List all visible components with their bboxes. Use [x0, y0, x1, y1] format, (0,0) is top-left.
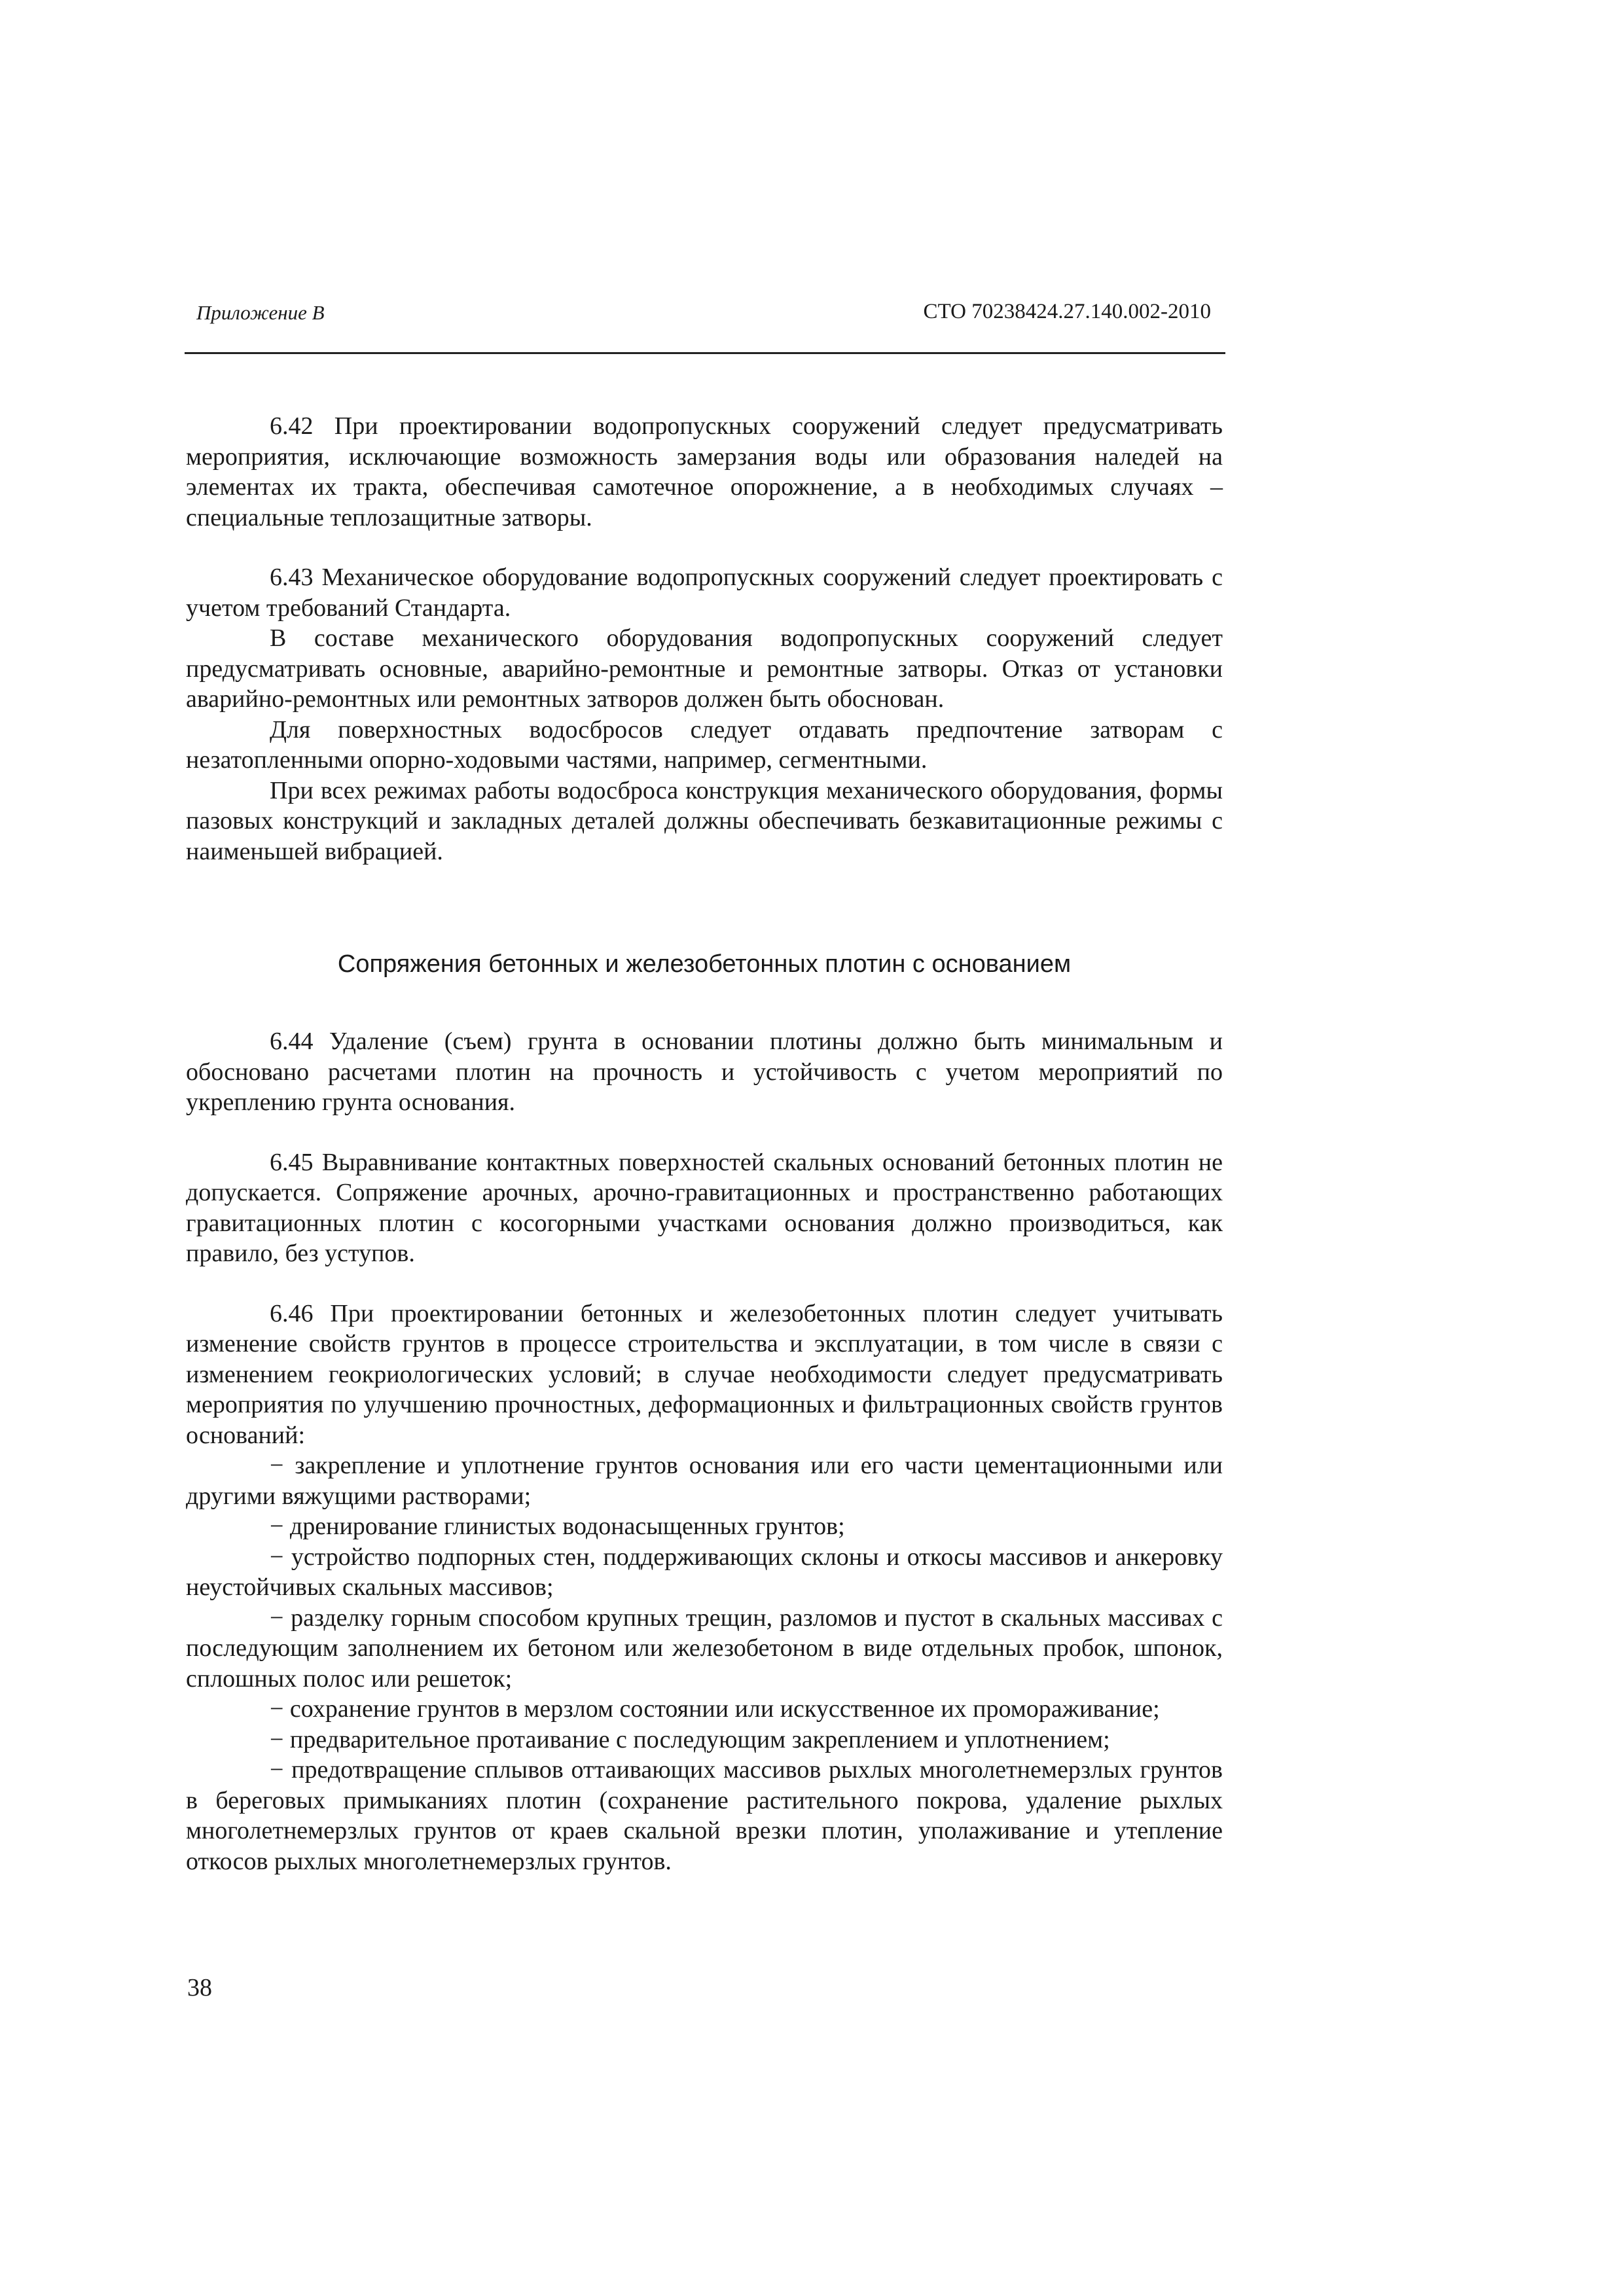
paragraph-6-42: 6.42 При проектировании водопропускных сооружений следует предусматривать мероприятия, исключающие возможность замерзания воды или образования наледей на элементах их тракта, обеспечивая самотечное опорожнение, а в необходимых случаях – специальные теплозащитные затворы. [186, 412, 1223, 531]
paragraph-6-43-components: В составе механического оборудования водопропускных сооружений следует предусматривать основные, аварийно-ремонтные и ремонтные затворы. Отказ от установки аварийно-ремонтных или ремонтных затворов должен быть обоснован. [186, 624, 1223, 713]
page-number: 38 [187, 1974, 212, 2001]
paragraph-6-45: 6.45 Выравнивание контактных поверхностей скальных оснований бетонных плотин не допускается. Сопряжение арочных, арочно-гравитационных и пространственно работающих гравитационных плотин с косогорными участками основания должно производиться, как правило, без уступов. [186, 1148, 1223, 1267]
list-item: − устройство подпорных стен, поддерживающих склоны и откосы массивов и анкеровку неустойчивых скальных массивов; [186, 1543, 1223, 1601]
list-item: − закрепление и уплотнение грунтов основания или его части цементационными или другими вяжущими растворами; [186, 1452, 1223, 1510]
section-heading: Сопряжения бетонных и железобетонных плотин с основанием [337, 950, 1072, 978]
list-item: − дренирование глинистых водонасыщенных грунтов; [270, 1513, 845, 1540]
list-item: − сохранение грунтов в мерзлом состоянии или искусственное их промораживание; [270, 1695, 1160, 1723]
page-header [185, 300, 1225, 354]
appendix-label: Приложение В [196, 301, 325, 324]
page-body [186, 411, 1223, 1876]
list-item: − разделку горным способом крупных трещин, разломов и пустот в скальных массивах с последующим заполнением их бетоном или железобетоном в виде отдельных пробок, шпонок, сплошных полос или решеток; [186, 1604, 1223, 1693]
paragraph-6-43: 6.43 Механическое оборудование водопропускных сооружений следует проектировать с учетом требований Стандарта. [186, 564, 1223, 622]
paragraph-6-43-surface-spillways: Для поверхностных водосбросов следует отдавать предпочтение затворам с незатопленными опорно-ходовыми частями, например, сегментными. [186, 715, 1223, 774]
paragraph-6-46: 6.46 При проектировании бетонных и железобетонных плотин следует учитывать изменение свойств грунтов в процессе строительства и эксплуатации, в том числе в связи с изменением геокриологических условий; в случае необходимости следует предусматривать мероприятия по улучшению прочностных, деформационных и фильтрационных свойств грунтов оснований: [186, 1299, 1223, 1449]
list-item: − предварительное протаивание с последующим закреплением и уплотнением; [270, 1725, 1110, 1753]
list-item: − предотвращение сплывов оттаивающих массивов рыхлых многолетнемерзлых грунтов в береговых примыканиях плотин (сохранение растительного покрова, удаление рыхлых многолетнемерзлых грунтов от краев скальной врезки плотин, уполаживание и утепление откосов рыхлых многолетнемерзлых грунтов. [186, 1756, 1223, 1875]
document-code: СТО 70238424.27.140.002-2010 [923, 300, 1211, 323]
paragraph-6-43-cavitation: При всех режимах работы водосброса конструкция механического оборудования, формы пазовых конструкций и закладных деталей должны обеспечивать безкавитационные режимы с наименьшей вибрацией. [186, 776, 1223, 865]
paragraph-6-44: 6.44 Удаление (съем) грунта в основании плотины должно быть минимальным и обосновано расчетами плотин на прочность и устойчивость с учетом мероприятий по укреплению грунта основания. [186, 1028, 1223, 1116]
